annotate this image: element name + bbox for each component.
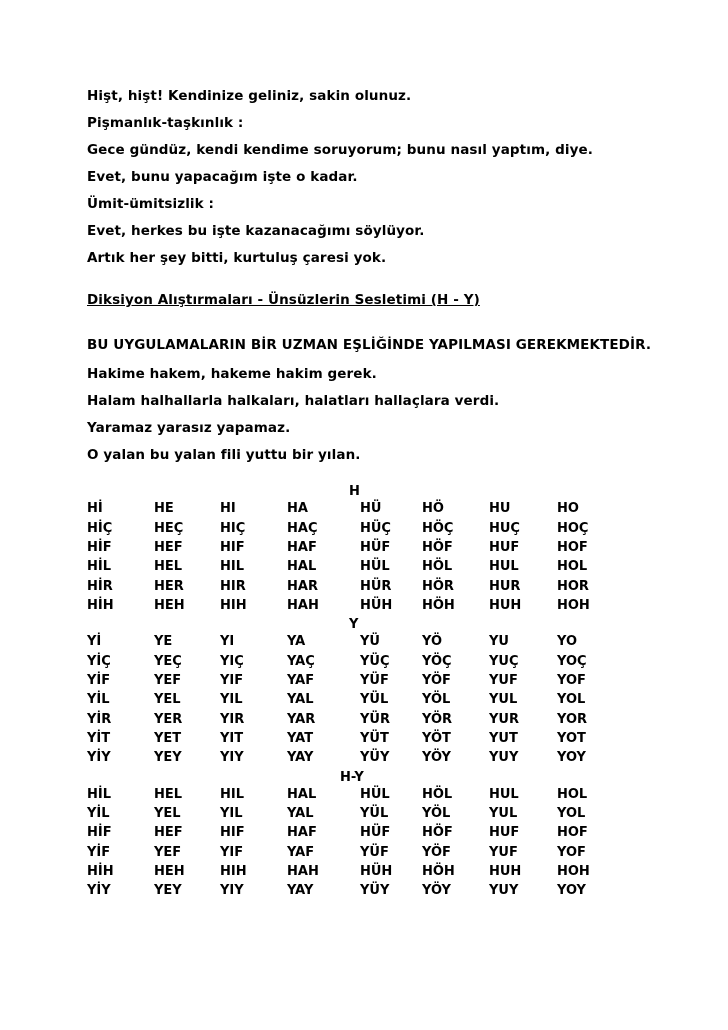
syllable-cell: YÜR [360,711,390,727]
syllable-cell: HIL [220,786,245,802]
syllable-row [87,501,707,520]
syllable-cell: HU [489,501,511,517]
syllable-cell: HO [557,501,579,517]
syllable-cell: YÖF [422,673,451,688]
syllable-row [87,845,707,864]
syllable-cell: HÜR [360,578,392,594]
syllable-cell: YOF [557,844,586,860]
syllable-cell: HOF [557,539,588,555]
syllable-cell: YAF [287,844,315,860]
syllable-cell: HIR [220,578,246,594]
syllable-cell: YUY [489,883,519,899]
syllable-cell: YÖY [422,750,451,766]
syllable-cell: HÜL [360,786,390,802]
syllable-cell: YUT [489,730,518,746]
syllable-row [87,731,707,750]
practice-sentence: Hakime hakem, hakeme hakim gerek. [87,366,377,382]
syllable-cell: HÖL [422,786,453,802]
syllable-cell: HUH [489,864,522,879]
group-title: H [349,484,360,499]
syllable-cell: YU [489,634,509,650]
syllable-cell: HEF [154,539,183,555]
syllable-cell: YAL [287,692,314,708]
syllable-cell: YOY [557,750,586,766]
syllable-cell: HAH [287,864,319,879]
syllable-row [87,654,707,673]
syllable-cell: YİY [87,883,111,899]
syllable-cell: HÖR [422,578,454,594]
syllable-cell: HOR [557,578,589,594]
text-line: Ümit-ümitsizlik : [87,196,215,212]
syllable-row [87,883,707,902]
syllable-cell: YÖT [422,730,451,746]
syllable-cell: YÜY [360,883,390,899]
syllable-cell: HAL [287,559,317,575]
syllable-cell: YÜ [360,634,380,650]
syllable-cell: YİR [87,711,112,727]
syllable-cell: YÜF [360,673,389,688]
syllable-cell: HÖH [422,597,455,613]
syllable-cell: YEY [154,750,182,766]
syllable-cell: HİH [87,864,114,879]
syllable-row [87,634,707,653]
syllable-cell: YUÇ [489,653,519,669]
syllable-cell: YÜL [360,692,389,708]
syllable-cell: YİT [87,730,111,746]
syllable-cell: YAL [287,806,314,822]
syllable-row [87,712,707,731]
syllable-cell: HUF [489,825,520,841]
text-line: Evet, bunu yapacağım işte o kadar. [87,169,358,185]
group-title: H-Y [340,769,364,785]
syllable-cell: HOL [557,559,588,575]
syllable-cell: YAT [287,730,314,746]
syllable-cell: HOH [557,597,590,613]
syllable-cell: YAY [287,750,314,766]
syllable-cell: YÖF [422,844,451,860]
syllable-cell: Yİ [87,634,102,650]
syllable-cell: HEL [154,559,183,575]
syllable-cell: YİY [87,750,111,766]
syllable-cell: HUH [489,597,522,613]
syllable-cell: HÜH [360,864,393,879]
syllable-cell: HE [154,501,174,517]
syllable-cell: HIÇ [220,520,246,536]
text-line: Evet, herkes bu işte kazanacağımı söylüyor. [87,223,425,239]
syllable-row [87,579,707,598]
syllable-cell: HUL [489,786,519,802]
syllable-cell: HÖF [422,825,453,841]
syllable-row [87,825,707,844]
syllable-cell: YOR [557,711,588,727]
syllable-cell: YA [287,634,306,650]
syllable-cell: HAR [287,578,318,594]
syllable-cell: YEY [154,883,182,899]
syllable-cell: HAH [287,597,319,613]
syllable-cell: YİL [87,806,110,822]
syllable-cell: YUY [489,750,519,766]
syllable-cell: HÖF [422,539,453,555]
syllable-cell: YİÇ [87,653,111,669]
syllable-cell: YOF [557,673,586,688]
syllable-row [87,540,707,559]
syllable-cell: HAF [287,539,317,555]
syllable-cell: HİL [87,786,112,802]
syllable-cell: HİH [87,597,114,613]
syllable-cell: HEF [154,825,183,841]
syllable-row [87,673,707,692]
syllable-cell: HÜF [360,825,391,841]
syllable-cell: HEL [154,786,183,802]
syllable-cell: YÖÇ [422,653,452,669]
syllable-cell: YUL [489,806,518,822]
syllable-cell: HOH [557,864,590,879]
syllable-cell: HIL [220,559,245,575]
group-title: Y [349,617,359,633]
syllable-row [87,750,707,769]
syllable-cell: YOL [557,806,586,822]
warning-text: BU UYGULAMALARIN BİR UZMAN EŞLİĞİNDE YAPILMASI GEREKMEKTEDİR. [87,337,652,353]
syllable-row [87,806,707,825]
syllable-cell: YIL [220,692,243,708]
syllable-cell: YIL [220,806,243,822]
practice-sentence: Yaramaz yarasız yapamaz. [87,420,291,436]
syllable-cell: YÜT [360,730,389,746]
syllable-cell: HÖÇ [422,520,454,536]
syllable-cell: HÖL [422,559,453,575]
syllable-cell: HIH [220,864,247,879]
syllable-cell: YİF [87,673,111,688]
text-line: Artık her şey bitti, kurtuluş çaresi yok. [87,250,387,266]
syllable-cell: HOF [557,825,588,841]
syllable-row [87,559,707,578]
syllable-cell: HUF [489,539,520,555]
syllable-cell: YÜÇ [360,653,390,669]
syllable-cell: YAR [287,711,316,727]
syllable-cell: YIT [220,730,244,746]
syllable-cell: HER [154,578,184,594]
practice-sentence: O yalan bu yalan fili yuttu bir yılan. [87,447,361,463]
syllable-cell: HÜL [360,559,390,575]
syllable-cell: YOÇ [557,653,587,669]
syllable-cell: HİF [87,539,112,555]
syllable-cell: YO [557,634,578,650]
syllable-cell: YÖ [422,634,443,650]
text-line: Gece gündüz, kendi kendime soruyorum; bunu nasıl yaptım, diye. [87,142,594,158]
syllable-cell: YAF [287,673,315,688]
syllable-cell: HÖ [422,501,444,517]
syllable-row [87,692,707,711]
syllable-cell: YE [154,634,173,650]
syllable-cell: YİL [87,692,110,708]
syllable-cell: YOY [557,883,586,899]
syllable-cell: YÜF [360,844,389,860]
syllable-cell: YAÇ [287,653,315,669]
syllable-cell: YIY [220,883,244,899]
syllable-cell: YÖR [422,711,453,727]
practice-sentence: Halam halhallarla halkaları, halatları hallaçlara verdi. [87,393,500,409]
syllable-cell: YÖL [422,692,451,708]
syllable-cell: HEH [154,864,185,879]
syllable-cell: HUL [489,559,519,575]
syllable-row [87,787,707,806]
syllable-cell: HAL [287,786,317,802]
syllable-cell: YUF [489,844,518,860]
syllable-cell: HİR [87,578,113,594]
syllable-cell: HÜ [360,501,382,517]
syllable-cell: HA [287,501,308,517]
syllable-cell: YOT [557,730,586,746]
syllable-cell: HÜÇ [360,520,391,536]
syllable-cell: YEL [154,692,181,708]
syllable-cell: YÖY [422,883,451,899]
syllable-cell: HIH [220,597,247,613]
text-line: Hişt, hişt! Kendinize geliniz, sakin olunuz. [87,88,412,104]
syllable-cell: YIY [220,750,244,766]
syllable-cell: YİF [87,844,111,860]
syllable-cell: HİL [87,559,112,575]
syllable-cell: HÜF [360,539,391,555]
syllable-row [87,864,707,883]
syllable-cell: HIF [220,539,245,555]
syllable-cell: YÖL [422,806,451,822]
syllable-cell: Hİ [87,501,103,517]
syllable-cell: YOL [557,692,586,708]
syllable-cell: HOÇ [557,520,589,536]
syllable-cell: HAÇ [287,520,318,536]
syllable-cell: HAF [287,825,317,841]
syllable-cell: YIF [220,673,244,688]
syllable-cell: HİÇ [87,520,113,536]
syllable-cell: YEL [154,806,181,822]
section-heading: Diksiyon Alıştırmaları - Ünsüzlerin Sesletimi (H - Y) [87,292,480,308]
syllable-cell: HUR [489,578,521,594]
syllable-cell: YUL [489,692,518,708]
syllable-cell: YÜL [360,806,389,822]
syllable-cell: HOL [557,786,588,802]
syllable-cell: HİF [87,825,112,841]
syllable-row [87,598,707,617]
syllable-cell: YEF [154,844,182,860]
syllable-cell: YEF [154,673,182,688]
syllable-cell: HÜH [360,597,393,613]
syllable-cell: YIF [220,844,244,860]
text-line: Pişmanlık-taşkınlık : [87,115,244,131]
syllable-cell: YER [154,711,183,727]
syllable-cell: YET [154,730,182,746]
syllable-cell: YUF [489,673,518,688]
syllable-cell: HEH [154,597,185,613]
syllable-cell: HI [220,501,236,517]
syllable-cell: YI [220,634,235,650]
syllable-cell: HIF [220,825,245,841]
syllable-row [87,521,707,540]
syllable-cell: HÖH [422,864,455,879]
syllable-cell: HEÇ [154,520,184,536]
syllable-cell: YÜY [360,750,390,766]
syllable-cell: YAY [287,883,314,899]
syllable-cell: HUÇ [489,520,520,536]
syllable-cell: YIÇ [220,653,244,669]
syllable-cell: YEÇ [154,653,182,669]
syllable-cell: YUR [489,711,519,727]
syllable-cell: YIR [220,711,245,727]
